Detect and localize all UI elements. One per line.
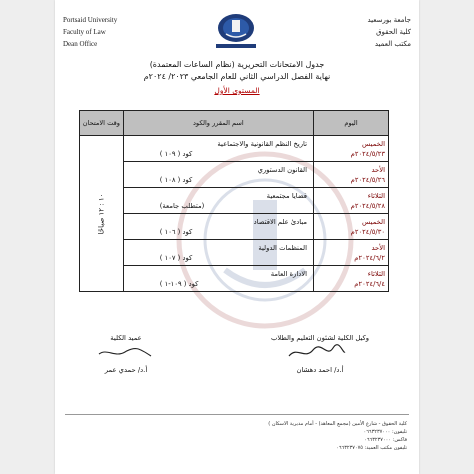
course-cell bbox=[123, 240, 313, 266]
weekday: الأحد bbox=[371, 243, 385, 252]
course-name: قضايا مجتمعية bbox=[266, 191, 307, 200]
course-code: كود ( ١٠٦ ) bbox=[159, 227, 193, 236]
weekday: الخميس bbox=[362, 217, 385, 226]
footer-phone: تليفون: ٠٦٦٣٢٣٧٠٠٠ bbox=[363, 429, 407, 435]
course-cell bbox=[123, 188, 313, 214]
university-name-en: Portsaid University bbox=[63, 16, 118, 24]
table-row bbox=[80, 266, 389, 292]
course-name: مبادئ علم الاقتصاد bbox=[253, 217, 307, 226]
day-cell bbox=[314, 136, 389, 162]
table-row bbox=[80, 136, 389, 162]
course-code: كود ( ١٠٧ ) bbox=[159, 253, 193, 262]
footer-dean-phone: تليفون مكتب العميد: ٠٦٦٣٢٣٧٠٧٥ bbox=[336, 445, 407, 451]
dean-title: عميد الكلية bbox=[110, 334, 142, 342]
table-row bbox=[80, 240, 389, 266]
day-cell bbox=[314, 266, 389, 292]
weekday: الثلاثاء bbox=[367, 191, 385, 200]
dean-name: أ.د/ حمدي عمر bbox=[104, 366, 148, 374]
weekday: الأحد bbox=[371, 165, 385, 174]
semester-title: نهاية الفصل الدراسي الثاني للعام الجامعي ٢٠٢٣/ ٢٠٢٤م bbox=[143, 72, 331, 81]
table-header-row bbox=[80, 111, 389, 136]
faculty-name-ar: كلية الحقوق bbox=[376, 28, 411, 36]
university-logo bbox=[201, 10, 271, 52]
course-code: كود ( ١٠٩ ) bbox=[159, 149, 193, 158]
time-cell bbox=[80, 136, 124, 292]
exam-date: ٢٠٢٤/٥/٢٦م bbox=[350, 175, 385, 184]
header-english bbox=[63, 14, 117, 50]
schedule-title: جدول الامتحانات التحريرية (نظام الساعات المعتمدة) bbox=[149, 60, 325, 69]
weekday: الثلاثاء bbox=[367, 269, 385, 278]
weekday: الخميس bbox=[362, 139, 385, 148]
header-arabic bbox=[367, 14, 411, 50]
exam-schedule-table bbox=[79, 110, 389, 292]
day-cell bbox=[314, 188, 389, 214]
exam-date: ٢٠٢٤/٥/٢٣م bbox=[350, 149, 385, 158]
course-code: كود ( ١٠٩-١ ) bbox=[159, 279, 199, 288]
faculty-name-en: Faculty of Law bbox=[63, 28, 106, 36]
office-name-ar: مكتب العميد bbox=[374, 40, 411, 48]
exam-date: ٢٠٢٤/٦/٤م bbox=[354, 279, 385, 288]
course-cell bbox=[123, 266, 313, 292]
exam-date: ٢٠٢٤/٥/٢٨م bbox=[350, 201, 385, 210]
office-name-en: Dean Office bbox=[63, 40, 98, 48]
exam-time: ١٠ : ١٢ صباحًا bbox=[97, 193, 106, 234]
exam-date: ٢٠٢٤/٥/٣٠م bbox=[350, 227, 385, 236]
day-cell bbox=[314, 162, 389, 188]
course-name: تاريخ النظم القانونية والاجتماعية bbox=[217, 139, 307, 148]
exam-date: ٢٠٢٤/٦/٢م bbox=[354, 253, 385, 262]
course-name: المنظمات الدولية bbox=[258, 243, 307, 252]
course-cell bbox=[123, 136, 313, 162]
footer-divider bbox=[65, 414, 409, 415]
time-header: وقت الامتحان bbox=[80, 111, 124, 136]
document-page bbox=[55, 0, 419, 474]
vice-dean-title: وكيل الكلية لشئون التعليم والطلاب bbox=[270, 334, 370, 342]
vice-dean-signature bbox=[287, 344, 347, 362]
table-row bbox=[80, 162, 389, 188]
course-name: الادارة العامة bbox=[270, 269, 307, 278]
day-cell bbox=[314, 240, 389, 266]
course-header: اسم المقرر والكود bbox=[123, 111, 313, 136]
dean-signature bbox=[95, 344, 155, 362]
footer-fax: فاكس: ٠٦٦٣٢٣٧٠٠٠ bbox=[364, 437, 407, 443]
level-title: المستوى الأول bbox=[214, 86, 260, 95]
university-name-ar: جامعة بورسعيد bbox=[367, 16, 411, 24]
day-cell bbox=[314, 214, 389, 240]
course-code: (متطلب جامعة) bbox=[159, 201, 205, 210]
course-name: القانون الدستوري bbox=[257, 165, 307, 174]
footer-address: كلية الحقوق - شارع الأمين (مجمع المعاهد) - أمام مديرية الاسكان ) bbox=[268, 421, 407, 427]
table-row bbox=[80, 188, 389, 214]
course-cell bbox=[123, 162, 313, 188]
course-cell bbox=[123, 214, 313, 240]
day-header: اليوم bbox=[314, 111, 389, 136]
footer-contact bbox=[268, 420, 407, 452]
course-code: كود ( ١٠٨ ) bbox=[159, 175, 193, 184]
vice-dean-name: أ.د/ احمد دهشان bbox=[296, 366, 344, 374]
table-row bbox=[80, 214, 389, 240]
